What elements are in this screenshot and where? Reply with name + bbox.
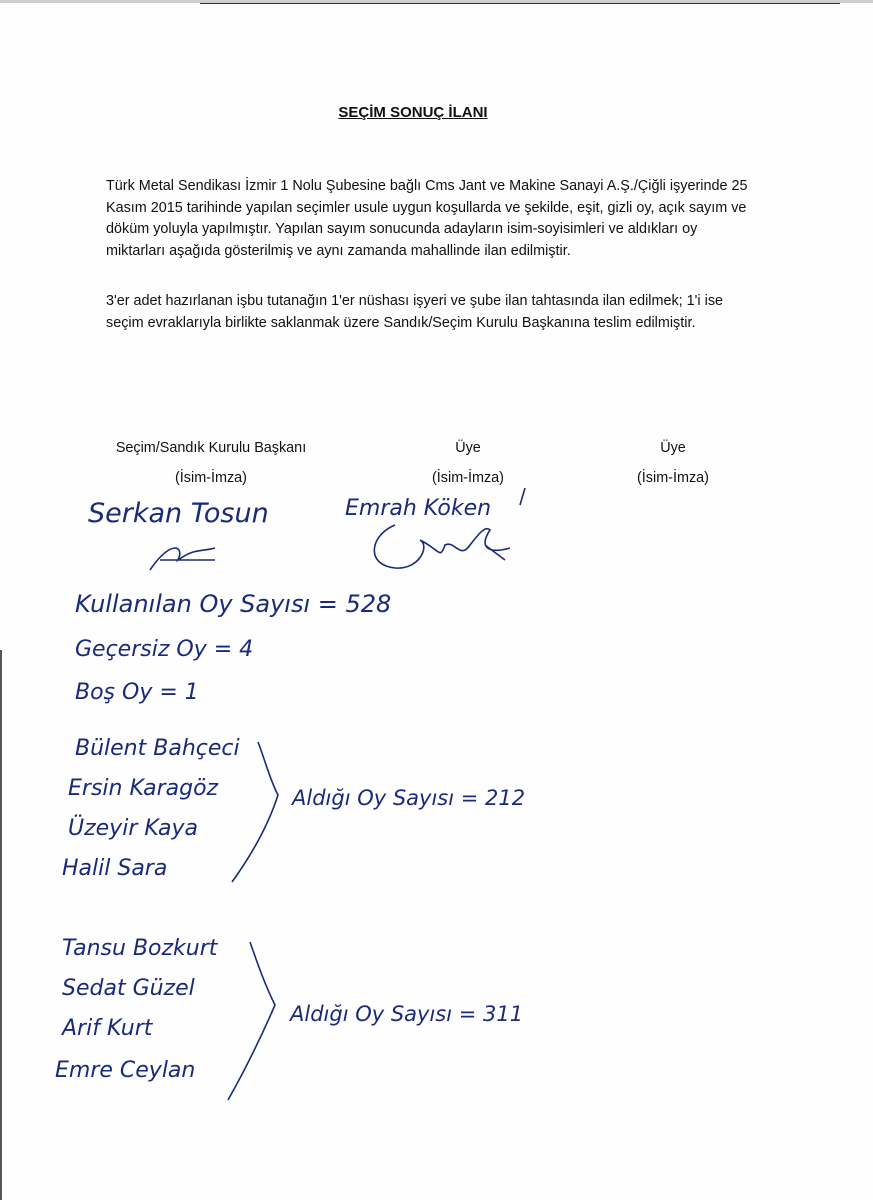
chair-handwritten-name: Serkan Tosun xyxy=(88,498,269,529)
paragraph-election-details: Türk Metal Sendikası İzmir 1 Nolu Şubesine bağlı Cms Jant ve Makine Sanayi A.Ş./Çiğli işyerinde 25 Kasım 2015 tarihinde yapılan seçimler usule uygun koşullarda ve şekilde, eşit, gizli oy, açık sayım ve döküm yoluyla yapılmıştır. Yapılan sayım sonucunda adayların isim-soyisimleri ve aldıkları oy miktarları aşağıda gösterilmiş ve aynı zamanda mahallinde ilan edilmiştir. xyxy=(106,178,748,259)
invalid-votes-line: Geçersiz Oy = 4 xyxy=(75,637,254,662)
group1-candidate: Bülent Bahçeci xyxy=(75,736,240,761)
chair-sign-note: (İsim-İmza) xyxy=(175,470,247,486)
chair-role-label: Seçim/Sandık Kurulu Başkanı xyxy=(115,440,307,456)
group1-result: Aldığı Oy Sayısı = 212 xyxy=(292,786,526,810)
group2-candidate: Sedat Güzel xyxy=(62,976,195,1001)
blank-votes-line: Boş Oy = 1 xyxy=(75,680,199,705)
member1-role-label: Üye xyxy=(455,440,481,456)
group2-bracket xyxy=(228,942,275,1100)
group2-result: Aldığı Oy Sayısı = 311 xyxy=(290,1002,524,1026)
paragraph-distribution: 3'er adet hazırlanan işbu tutanağın 1'er nüshası işyeri ve şube ilan tahtasında ilan edilmek; 1'i ise seçim evraklarıyla birlikte saklanmak üzere Sandık/Seçim Kurulu Başkanına teslim edilmiştir. xyxy=(106,293,724,331)
group1-candidate: Halil Sara xyxy=(62,856,168,881)
group1-bracket xyxy=(232,742,278,882)
group1-candidate: Ersin Karagöz xyxy=(68,776,219,801)
chair-signature xyxy=(150,548,215,570)
member1-handwritten-name: Emrah Köken xyxy=(345,496,492,521)
member2-role-label: Üye xyxy=(660,440,686,456)
group2-candidate: Arif Kurt xyxy=(62,1016,153,1041)
used-votes-line: Kullanılan Oy Sayısı = 528 xyxy=(75,590,392,618)
member2-sign-note: (İsim-İmza) xyxy=(637,470,709,486)
member1-signature xyxy=(374,488,525,568)
group2-candidate: Emre Ceylan xyxy=(55,1058,196,1083)
group1-candidate: Üzeyir Kaya xyxy=(68,816,198,841)
member1-sign-note: (İsim-İmza) xyxy=(432,470,504,486)
group2-candidate: Tansu Bozkurt xyxy=(62,936,218,961)
page-title: SEÇİM SONUÇ İLANI xyxy=(338,104,488,121)
